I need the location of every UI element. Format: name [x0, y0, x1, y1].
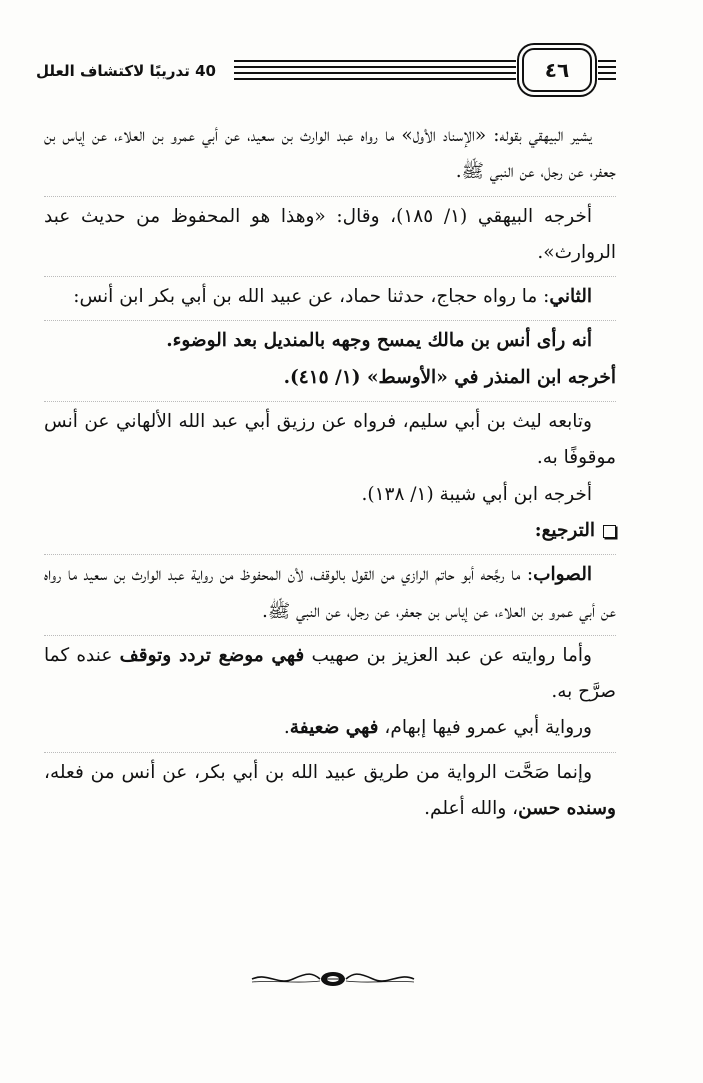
end-ornament-icon: [248, 968, 418, 990]
section-heading-text: الترجيع:: [534, 519, 595, 541]
page-header: [36, 48, 676, 96]
paragraph-10-a: وإنما صَحَّت الرواية من طريق عبيد الله بن أبي بكر، عن أنس من فعله،: [44, 761, 592, 783]
paragraph-4-line-2: أخرجه ابن المنذر في «الأوسط» (١/ ٤١٥).: [283, 366, 616, 388]
paragraph-9: [44, 710, 616, 746]
page-body: [44, 118, 616, 827]
separator: [44, 196, 616, 197]
paragraph-1: يشير البيهقي بقوله: «الإسناد الأول» ما رواه عبد الوارث بن سعيد، عن أبي عمرو بن العلاء، عن إياس بن جعفر، عن رجل، عن النبي ﷺ.: [44, 125, 616, 183]
paragraph-9-c: .: [283, 717, 290, 739]
separator: [44, 752, 616, 753]
paragraph-7: [44, 557, 616, 630]
header-rule: [234, 60, 516, 82]
paragraph-6: أخرجه ابن أبي شيبة (١/ ١٣٨).: [361, 483, 592, 505]
paragraph-9-a: ورواية أبي عمرو فيها إبهام،: [378, 717, 592, 739]
paragraph-5: وتابعه ليث بن أبي سليم، فرواه عن رزيق أبي عبد الله الألهاني عن أنس موقوفًا به.: [44, 411, 616, 469]
paragraph-10-c: ، والله أعلم.: [424, 798, 519, 820]
separator: [44, 635, 616, 636]
page-number: ٤٦: [522, 48, 592, 92]
paragraph-10-bold: وسنده حسن: [518, 798, 616, 820]
paragraph-8-bold: فهي موضع تردد وتوقف: [119, 644, 305, 666]
separator: [44, 320, 616, 321]
section-heading: [44, 513, 616, 549]
paragraph-7-text: : ما رجَّحه أبو حاتم الرازي من القول بالوقف، لأن المحفوظ من رواية عبد الوارث بن سعيد ما رواه عن أبي عمرو بن العلاء، عن إياس بن جعفر، عن رجل، عن النبي ﷺ.: [44, 564, 616, 622]
paragraph-10: [44, 755, 616, 828]
separator: [44, 401, 616, 402]
label-correct: الصواب: [533, 564, 592, 586]
book-title: 40 تدريبًا لاكتشاف العلل: [36, 62, 216, 80]
paragraph-3: [44, 279, 616, 315]
paragraph-8-a: وأما روايته عن عبد العزيز بن صهيب: [304, 644, 592, 666]
square-bullet-icon: [603, 525, 616, 538]
paragraph-8-c: عنده كما صرَّح به.: [44, 644, 616, 703]
separator: [44, 276, 616, 277]
header-rule-right: [598, 60, 616, 82]
paragraph-9-bold: فهي ضعيفة: [289, 717, 379, 739]
paragraph-4-line-1: أنه رأى أنس بن مالك يمسح وجهه بالمنديل بعد الوضوء.: [166, 330, 592, 352]
paragraph-2: أخرجه البيهقي (١/ ١٨٥)، وقال: «وهذا هو المحفوظ من حديث عبد الروارث».: [44, 205, 616, 263]
label-second: الثاني: [549, 286, 592, 308]
separator: [44, 554, 616, 555]
paragraph-3-text: : ما رواه حجاج، حدثنا حماد، عن عبيد الله بن أبي بكر ابن أنس:: [73, 286, 550, 308]
paragraph-8: [44, 638, 616, 711]
